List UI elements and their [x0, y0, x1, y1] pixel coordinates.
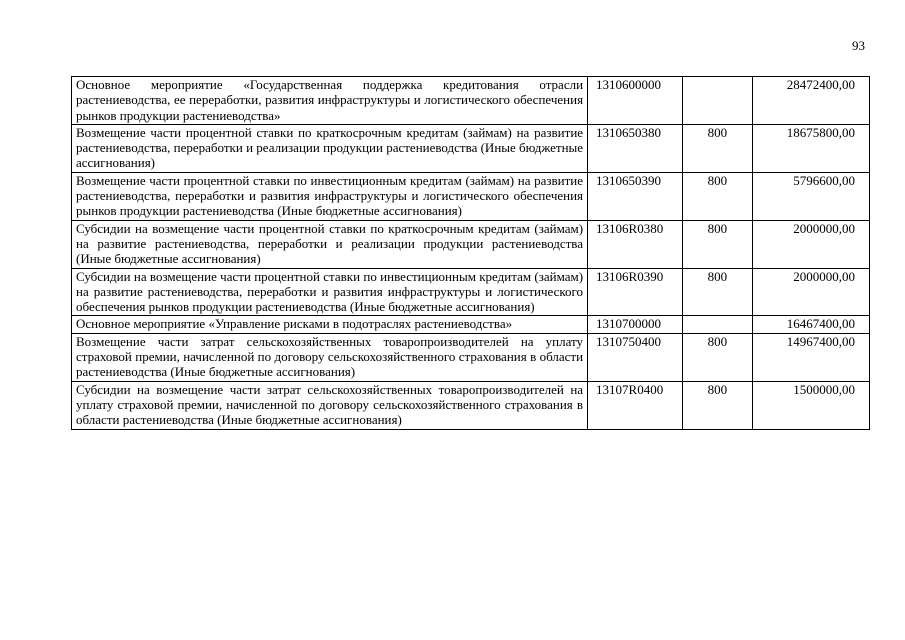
- row-name: Основное мероприятие «Государственная поддержка кредитования отрасли растениеводства, ее переработки, развития инфраструктуры и логистического обеспечения рынков продукции растениеводства»: [72, 77, 588, 125]
- table-row: [72, 172, 870, 220]
- row-code: 13106R0380: [588, 220, 683, 268]
- table-row: [72, 268, 870, 316]
- row-name: Субсидии на возмещение части процентной ставки по инвестиционным кредитам (займам) на развитие растениеводства, переработки и развития инфраструктуры и логистического обеспечения рынков продукции растениеводства (Иные бюджетные ассигнования): [72, 268, 588, 316]
- table-row: [72, 381, 870, 429]
- row-sum: 16467400,00: [752, 316, 869, 333]
- row-code: 1310650380: [588, 124, 683, 172]
- row-name: Субсидии на возмещение части процентной ставки по краткосрочным кредитам (займам) на развитие растениеводства, переработки и реализации продукции растениеводства (Иные бюджетные ассигнования): [72, 220, 588, 268]
- row-name: Возмещение части затрат сельскохозяйственных товаропроизводителей на уплату страховой премии, начисленной по договору сельскохозяйственного страхования в области растениеводства (Иные бюджетные ассигнования): [72, 333, 588, 381]
- page-number: 93: [852, 38, 865, 53]
- row-name: Возмещение части процентной ставки по краткосрочным кредитам (займам) на развитие растениеводства, переработки и реализации продукции растениеводства (Иные бюджетные ассигнования): [72, 124, 588, 172]
- row-name: Субсидии на возмещение части затрат сельскохозяйственных товаропроизводителей на уплату страховой премии, начисленной по договору сельскохозяйственного страхования в области растениеводства (Иные бюджетные ассигнования): [72, 381, 588, 429]
- row-sum: 2000000,00: [752, 220, 869, 268]
- row-expense-type: 800: [682, 268, 752, 316]
- row-expense-type: [682, 316, 752, 333]
- row-expense-type: 800: [682, 124, 752, 172]
- row-code: 1310750400: [588, 333, 683, 381]
- row-expense-type: 800: [682, 220, 752, 268]
- row-sum: 18675800,00: [752, 124, 869, 172]
- row-sum: 14967400,00: [752, 333, 869, 381]
- table-row: [72, 77, 870, 125]
- table-row: [72, 220, 870, 268]
- row-expense-type: 800: [682, 333, 752, 381]
- row-expense-type: [682, 77, 752, 125]
- table-row: [72, 316, 870, 333]
- row-code: 13107R0400: [588, 381, 683, 429]
- budget-table: [71, 76, 870, 430]
- row-sum: 5796600,00: [752, 172, 869, 220]
- row-code: 1310650390: [588, 172, 683, 220]
- table-row: [72, 124, 870, 172]
- row-name: Возмещение части процентной ставки по инвестиционным кредитам (займам) на развитие растениеводства, переработки и развития инфраструктуры и логистического обеспечения рынков продукции растениеводства (Иные бюджетные ассигнования): [72, 172, 588, 220]
- row-code: 1310600000: [588, 77, 683, 125]
- table-row: [72, 333, 870, 381]
- row-code: 13106R0390: [588, 268, 683, 316]
- row-sum: 2000000,00: [752, 268, 869, 316]
- row-sum: 28472400,00: [752, 77, 869, 125]
- row-expense-type: 800: [682, 172, 752, 220]
- row-code: 1310700000: [588, 316, 683, 333]
- row-sum: 1500000,00: [752, 381, 869, 429]
- row-name: Основное мероприятие «Управление рисками в подотраслях растениеводства»: [72, 316, 588, 333]
- row-expense-type: 800: [682, 381, 752, 429]
